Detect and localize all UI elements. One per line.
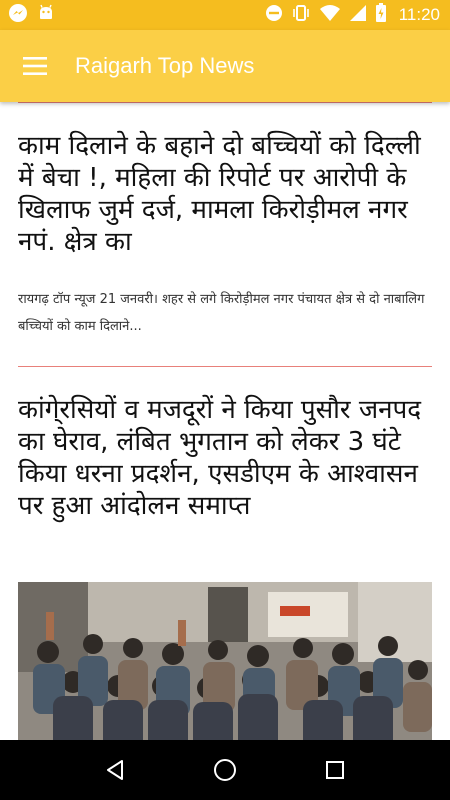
news-feed[interactable] <box>0 102 450 740</box>
android-icon <box>36 3 56 27</box>
recents-icon[interactable] <box>305 740 365 800</box>
navigation-bar <box>0 740 450 800</box>
divider <box>18 366 432 367</box>
messenger-icon <box>8 3 28 27</box>
app-title: Raigarh Top News <box>75 53 255 78</box>
article-image[interactable] <box>18 582 432 740</box>
hamburger-menu-icon[interactable] <box>0 30 70 102</box>
signal-icon <box>349 4 367 26</box>
home-icon[interactable] <box>195 740 255 800</box>
status-time: 11:20 <box>398 5 440 24</box>
article-excerpt: रायगढ़ टॉप न्यूज 21 जनवरी। शहर से लगे किरोड़ीमल नगर पंचायत क्षेत्र से दो नाबालिग बच्चियों को काम दिलाने... <box>18 292 425 334</box>
wifi-icon <box>319 4 341 26</box>
status-left-icons <box>8 3 56 27</box>
divider <box>18 102 432 103</box>
battery-icon <box>375 3 387 27</box>
status-right-icons <box>265 3 440 27</box>
status-bar <box>0 0 450 30</box>
article-headline[interactable]: कांगे्रसियों व मजदूरों ने किया पुसौर जनपद का घेराव, लंबित भुगतान को लेकर 3 घंटे किया धरना प्रदर्शन, एसडीएम के आश्वासन पर हुआ आंदोलन समाप्त <box>18 395 422 521</box>
do-not-disturb-icon <box>265 4 283 26</box>
back-icon[interactable] <box>85 740 145 800</box>
vibrate-icon <box>291 4 311 26</box>
group-photo-image <box>18 582 432 740</box>
app-bar <box>0 30 450 102</box>
article-headline[interactable]: काम दिलाने के बहाने दो बच्चियों को दिल्ली में बेचा !, महिला की रिपोर्ट पर आरोपी के खिलाफ जुर्म दर्ज, मामला किरोड़ीमल नगर नपं. क्षेत्र का <box>18 131 421 257</box>
